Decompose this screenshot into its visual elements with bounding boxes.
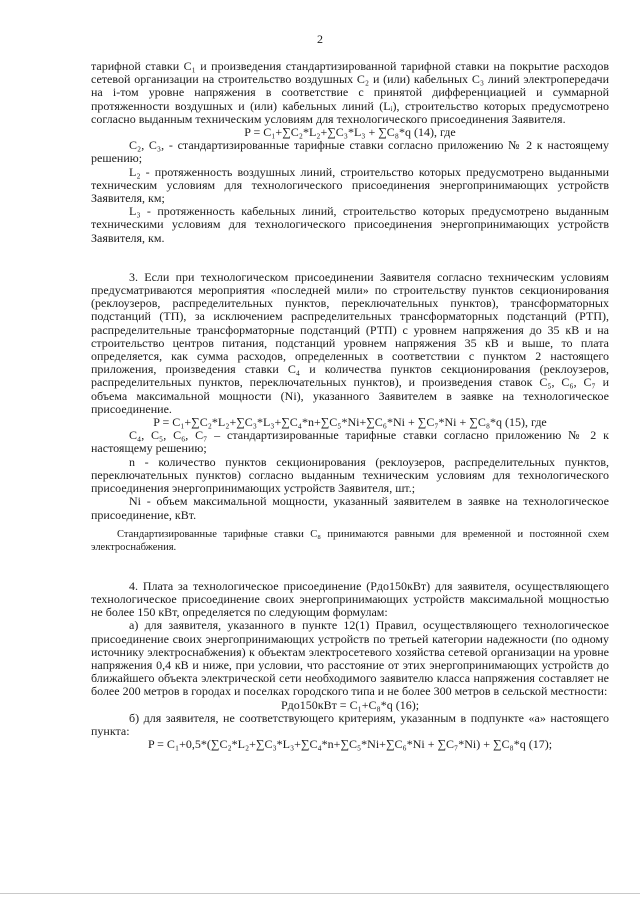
paragraph-section-3: 3. Если при технологическом присоединении Заявителя согласно техническим условиям предусматриваются мероприятия «последней мили» по строительству пунктов секционирования (реклоузеров, распределительных пунктов, переключательных пунктов), трансформаторных подстанций (ТП), за исключением распределительных трансформаторных подстанций (РТП), распределительные трансформаторные подстанций (РТП) с уровнем напряжения до 35 кВ и на строительство центров питания, подстанций уровнем напряжения 35 кВ и выше, то плата определяется, как сумма расходов, определенных в соответствии с пунктом 2 настоящего приложения, произведения ставки C₄ и количества пунктов секционирования (реклоузеров, распределительных пунктов, переключательных пунктов), и произведения ставок C₅, C₆, C₇ и объема максимальной мощности (Ni), указанного Заявителем в заявке на технологическое присоединение. — [91, 269, 609, 416]
page-body — [91, 60, 609, 751]
definition-ni: Ni - объем максимальной мощности, указанный заявителем в заявке на технологическое присоединение, кВт. — [91, 494, 609, 522]
subparagraph-a: а) для заявителя, указанного в пункте 12(1) Правил, осуществляющего технологическое присоединение своих энергопринимающих устройств по третьей категории надежности (по одному источнику электроснабжения) к объектам электросетевого хозяйства сетевой организации на уровне напряжения 0,4 кВ и ниже, при условии, что расстояние от этих энергопринимающих устройств до ближайшего объекта электрической сети необходимого заявителю класса напряжения составляет не более 200 метров в городах и поселках городского типа и не более 300 метров в сельской местности: — [91, 618, 609, 699]
definition-n: n - количество пунктов секционирования (реклоузеров, распределительных пунктов, переключательных пунктов) согласно выданным техническим условиям для технологического присоединения энергопринимающих устройств Заявителя, шт.; — [91, 454, 609, 496]
formula-15: P = C₁+∑C₂*L₂+∑C₃*L₃+∑C₄*n+∑C₅*Ni+∑C₆*Ni + ∑C₇*Ni + ∑C₈*q (15), где — [153, 415, 547, 430]
definition-c4-c7: C₄, C₅, C₆, C₇ – стандартизированные тарифные ставки согласно приложению № 2 к настоящему решению; — [91, 428, 609, 456]
paragraph-intro: тарифной ставки C₁ и произведения стандартизированной тарифной ставки на покрытие расходов сетевой организации на строительство воздушных C₂ и (или) кабельных C₃ линий электропередачи на i-том уровне напряжения в соответствие с принятой дифференциацией и суммарной протяженности воздушных и (или) кабельных линий (Lᵢ), строительство которых предусмотрено согласно выданным техническим условиям для технологического присоединения Заявителя. — [91, 59, 609, 126]
definition-c2-c3: C₂, C₃, - стандартизированные тарифные ставки согласно приложению № 2 к настоящему решению; — [91, 138, 609, 166]
definition-l2: L₂ - протяженность воздушных линий, строительство которых предусмотрено выданными техническим условиям для технологического присоединения энергопринимающих устройств Заявителя, км; — [91, 164, 609, 206]
formula-17: P = C₁+0,5*(∑C₂*L₂+∑C₃*L₃+∑C₄*n+∑C₅*Ni+∑C₆*Ni + ∑C₇*Ni) + ∑C₈*q (17); — [147, 737, 553, 752]
page-number: 2 — [317, 32, 323, 46]
definition-l3: L₃ - протяженность кабельных линий, строительство которых предусмотрено выданным техническими условиям для технологического присоединения энергопринимающих устройств Заявителя, км. — [91, 204, 609, 245]
bottom-divider — [0, 893, 640, 894]
note-c8: Стандартизированные тарифные ставки C₈ принимаются равными для временной и постоянной схем электроснабжения. — [91, 528, 609, 553]
paragraph-section-4: 4. Плата за технологическое присоединение (Pдо150кВт) для заявителя, осуществляющего технологическое присоединение своих энергопринимающих устройств максимальной мощностью не более 150 кВт, определяется по следующим формулам: — [91, 578, 609, 620]
formula-16: Pдо150кВт = C₁+C₈*q (16); — [280, 697, 420, 712]
subparagraph-b: б) для заявителя, не соответствующего критериям, указанным в подпункте «а» настоящего пункта: — [91, 710, 609, 738]
formula-14: P = C₁+∑C₂*L₂+∑C₃*L₃ + ∑C₈*q (14), где — [244, 125, 456, 140]
